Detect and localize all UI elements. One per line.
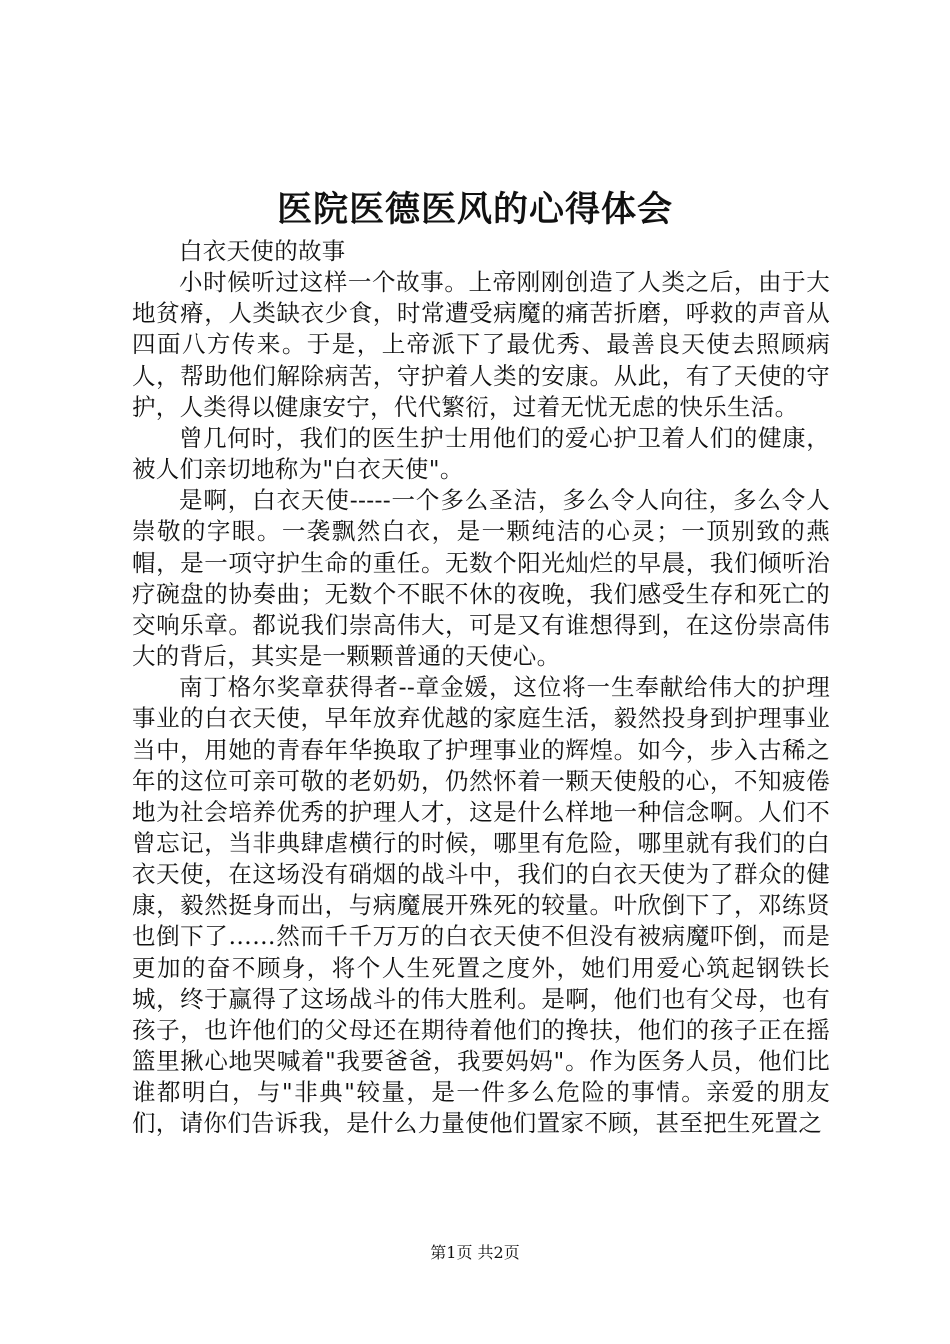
paragraph-story-heading: 白衣天使的故事 bbox=[179, 237, 346, 265]
page-footer: 第1页 共2页 bbox=[430, 1243, 520, 1262]
paragraph-white-angel-praise: 是啊，白衣天使-----一个多么圣洁，多么令人向往，多么令人崇敬的字眼。一袭飘然白衣，是一颗纯洁的心灵；一顶别致的燕帽，是一项守护生命的重任。无数个阳光灿烂的早晨，我们倾听治疗碗盘的协奏曲；无数个不眠不休的夜晚，我们感受生存和死亡的交响乐章。都说我们崇高伟大，可是又有谁想得到，在这份崇高伟大的背后，其实是一颗颗普通的天使心。 bbox=[132, 486, 830, 671]
paragraph-nightingale-story: 南丁格尔奖章获得者--章金媛，这位将一生奉献给伟大的护理事业的白衣天使，早年放弃优越的家庭生活，毅然投身到护理事业当中，用她的青春年华换取了护理事业的辉煌。如今，步入古稀之年的这位可亲可敬的老奶奶，仍然怀着一颗天使般的心，不知疲倦地为社会培养优秀的护理人才，这是什么样地一种信念啊。人们不曾忘记，当非典肆虐横行的时候，哪里有危险，哪里就有我们的白衣天使，在这场没有硝烟的战斗中，我们的白衣天使为了群众的健康，毅然挺身而出，与病魔展开殊死的较量。叶欣倒下了，邓练贤也倒下了……然而千千万万的白衣天使不但没有被病魔吓倒，而是更加的奋不顾身，将个人生死置之度外，她们用爱心筑起钢铁长城，终于赢得了这场战斗的伟大胜利。是啊，他们也有父母，也有孩子，也许他们的父母还在期待着他们的搀扶，他们的孩子正在摇篮里揪心地哭喊着"我要爸爸，我要妈妈"。作为医务人员，他们比谁都明白，与"非典"较量，是一件多么危险的事情。亲爱的朋友们，请你们告诉我，是什么力量使他们置家不顾，甚至把生死置之 bbox=[132, 673, 830, 1138]
paragraph-childhood-story: 小时候听过这样一个故事。上帝刚刚创造了人类之后，由于大地贫瘠，人类缺衣少食，时常遭受病魔的痛苦折磨，呼救的声音从四面八方传来。于是，上帝派下了最优秀、最善良天使去照顾病人，帮助他们解除病苦，守护着人类的安康。从此，有了天使的守护，人类得以健康安宁，代代繁衍，过着无忧无虑的快乐生活。 bbox=[132, 268, 830, 421]
document-body bbox=[132, 236, 830, 1140]
paragraph-white-angel-name: 曾几何时，我们的医生护士用他们的爱心护卫着人们的健康，被人们亲切地称为"白衣天使"。 bbox=[132, 423, 830, 484]
document-title: 医院医德医风的心得体会 bbox=[276, 189, 673, 230]
